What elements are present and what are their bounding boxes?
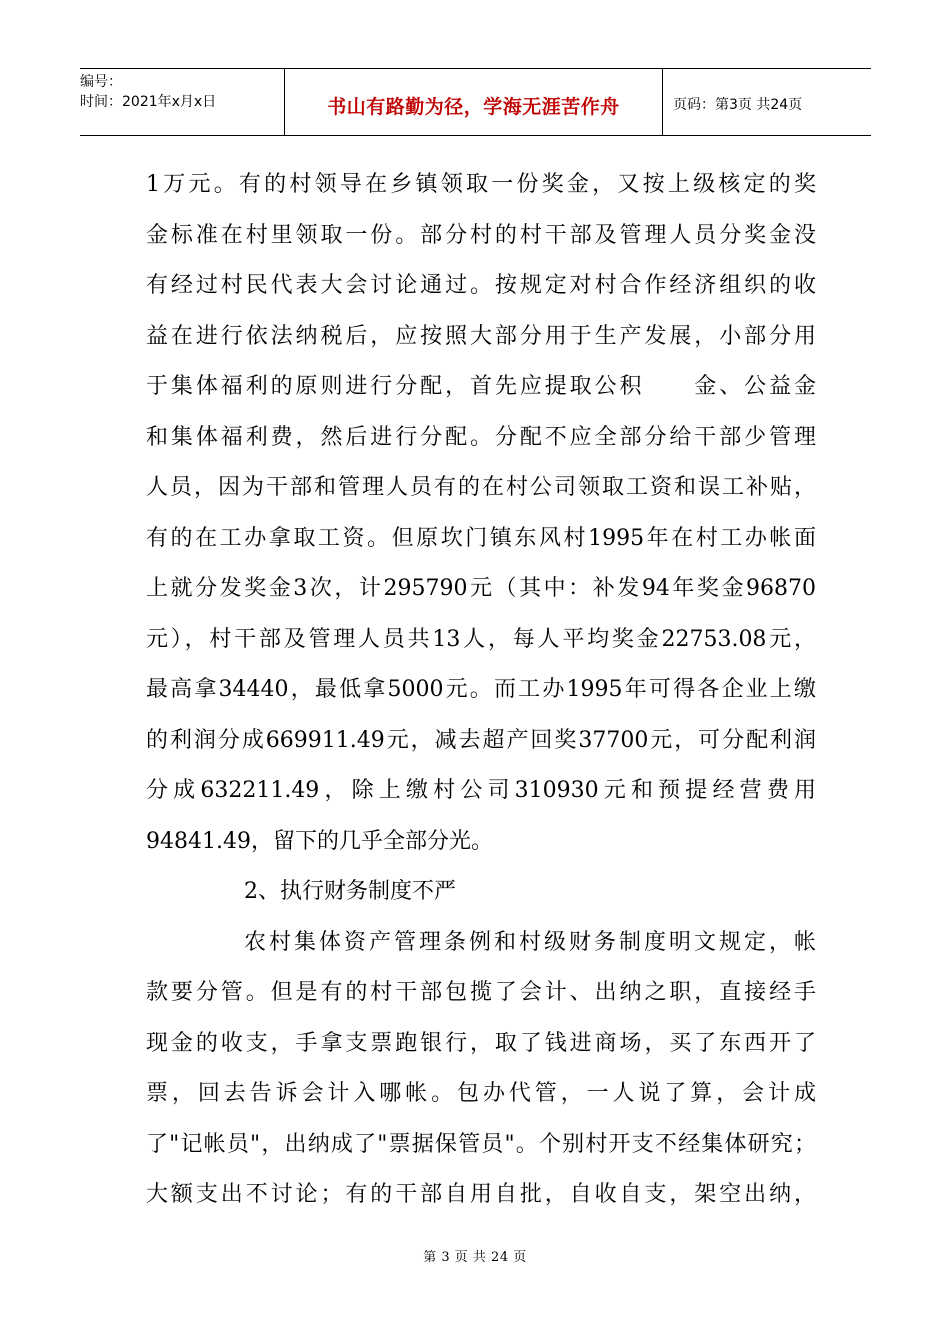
body-line: 分成632211.49，除上缴村公司310930元和预提经营费用	[146, 778, 816, 803]
body-line: 了"记帐员"，出纳成了"票据保管员"。个别村开支不经集体研究；	[146, 1131, 816, 1157]
body-line: 益在进行依法纳税后，应按照大部分用于生产发展，小部分用	[146, 323, 816, 349]
body-line: 94841.49，留下的几乎全部分光。	[146, 828, 493, 854]
body-line: 有的在工办拿取工资。但原坎门镇东风村1995年在村工办帐面	[146, 525, 816, 551]
body-line: 人员，因为干部和管理人员有的在村公司领取工资和误工补贴，	[146, 475, 816, 500]
body-line: 有经过村民代表大会讨论通过。按规定对村合作经济组织的收	[146, 273, 816, 298]
body-line: 票，回去告诉会计入哪帐。包办代管，一人说了算，会计成	[146, 1081, 816, 1106]
body-line: 于集体福利的原则进行分配，首先应提取公积 金、公益金	[146, 374, 816, 399]
page-footer: 第 3 页 共 24 页	[423, 1250, 527, 1265]
document-body	[146, 165, 816, 1226]
body-line: 现金的收支，手拿支票跑银行，取了钱进商场，买了东西开了	[146, 1030, 816, 1056]
document-header	[80, 68, 871, 136]
document-date: 时间：2021年x月x日	[80, 94, 217, 110]
body-line: 1万元。有的村领导在乡镇领取一份奖金，又按上级核定的奖	[146, 172, 816, 197]
header-page-info: 页码：第3页 共24页	[673, 97, 803, 113]
body-line: 的利润分成669911.49元，减去超产回奖37700元，可分配利润	[146, 727, 816, 753]
body-line: 款要分管。但是有的村干部包揽了会计、出纳之职，直接经手	[146, 980, 816, 1005]
body-line: 金标准在村里领取一份。部分村的村干部及管理人员分奖金没	[146, 222, 816, 248]
body-line: 农村集体资产管理条例和村级财务制度明文规定，帐	[244, 929, 816, 955]
body-line: 最高拿34440，最低拿5000元。而工办1995年可得各企业上缴	[146, 677, 816, 702]
body-line: 元），村干部及管理人员共13人，每人平均奖金22753.08元，	[146, 626, 816, 652]
body-line: 大额支出不讨论；有的干部自用自批，自收自支，架空出纳，	[146, 1182, 816, 1207]
header-motto: 书山有路勤为径，学海无涯苦作舟	[285, 69, 663, 135]
body-line: 上就分发奖金3次，计295790元（其中：补发94年奖金96870	[146, 576, 816, 601]
header-meta-cell	[80, 69, 285, 135]
body-line: 和集体福利费，然后进行分配。分配不应全部分给干部少管理	[146, 424, 816, 450]
document-number-label: 编号：	[80, 74, 122, 90]
section-heading: 2、执行财务制度不严	[244, 879, 456, 904]
